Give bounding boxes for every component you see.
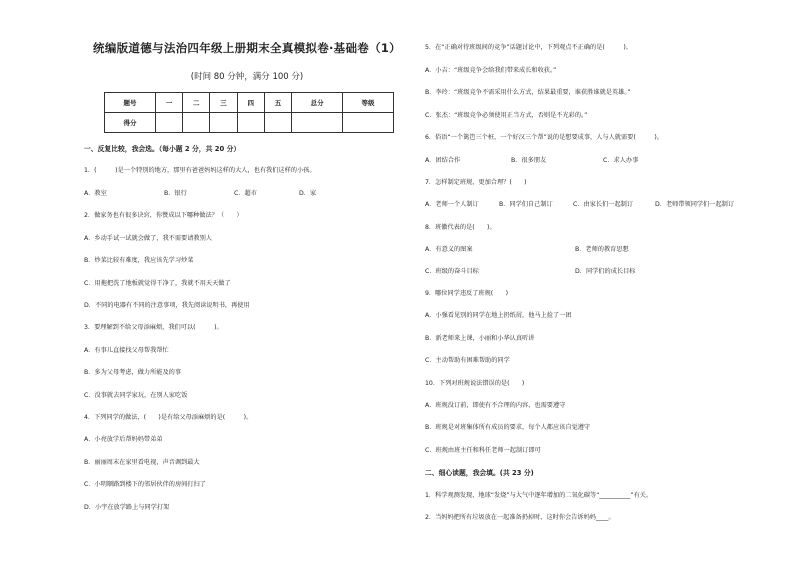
question-text: 4．下列同学的做法，( )是有给父母添麻烦的是( )。 (84, 414, 253, 421)
option: D．小宇在放学路上与同学打架 (84, 504, 170, 511)
score-cell (210, 113, 237, 133)
option: C．由家长们一起制订 (573, 201, 634, 208)
question-text: 3．要理解到不给父母添麻烦，我们可以( )。 (84, 324, 223, 331)
option: C．没事就去同学家玩，在别人家吃饭 (84, 392, 188, 399)
score-row-label: 得分 (105, 113, 156, 133)
question-options (425, 268, 635, 276)
question-options (425, 201, 734, 209)
question-text: 5．在“正确对待班级间的竞争”话题讨论中，下列观点不正确的是( )。 (425, 44, 632, 51)
score-header-cell: 五 (264, 93, 291, 113)
score-header-cell: 二 (183, 93, 210, 113)
question-text: 8．班徽代表的是( )。 (425, 224, 496, 231)
score-table-score-row (105, 113, 394, 133)
option: C．小明顺路到楼下的邻居伙伴的房间打扫了 (84, 481, 206, 488)
question-options (425, 246, 629, 254)
option: A．乡动手试一试就会做了，我不需要请教别人 (84, 235, 212, 242)
option: B．很多朋友 (511, 157, 547, 164)
option: B．丽丽周末在家里看电视，声音调到最大 (84, 459, 200, 466)
score-header-cell: 题号 (105, 93, 156, 113)
score-header-cell: 四 (237, 93, 264, 113)
page-title: 统编版道德与法治四年级上册期末全真模拟卷·基础卷（1） (93, 41, 401, 55)
question-options (84, 190, 316, 198)
question-text: 9．哪位同学违反了班规( ) (425, 290, 509, 297)
option: C．班级的奋斗目标 (425, 268, 479, 275)
question-text: 1．( )是一个特别的地方，那里有爸爸妈妈这样的大人，也有我们这样的小孩。 (84, 167, 316, 174)
question-text: 2．当妈妈把所有垃圾放在一起准备扔掉时，这时你会告诉妈妈____。 (425, 514, 615, 521)
option: A．小亮放学后帮妈妈带弟弟 (84, 436, 163, 443)
option: B．银行 (164, 190, 187, 197)
section-heading-fill: 二、细心读题，我会填。(共 23 分) (425, 469, 534, 477)
option: C．主动帮助有困难帮助的同学 (425, 357, 510, 364)
option: A．教室 (84, 190, 107, 197)
option: B．班规是对班集体所有成员的要求，每个人都应该自觉遵守 (425, 424, 591, 431)
option: A．团结合作 (425, 157, 461, 164)
option: B．老师的教育思想 (575, 246, 629, 253)
question-text: 10．下列对班规说法错误的是( ) (425, 380, 525, 387)
score-table-header-row (105, 93, 394, 113)
question-text: 7．怎样制定班规，更加合理？( ) (425, 179, 527, 186)
option: C．超市 (234, 190, 257, 197)
score-cell (183, 113, 210, 133)
question-options (425, 157, 638, 165)
option: D．不同的电器有不同的注意事项，我先阅读说明书，再使用 (84, 302, 250, 309)
question-text: 6．俗语“一个篱笆三个桩，一个好汉三个帮”说的是想要成事，人与人就需要( )。 (425, 134, 663, 141)
score-table (104, 92, 394, 133)
section-heading-choice: 一、反复比较，我会选。（每小题 2 分，共 20 分） (84, 145, 241, 153)
option: A．小吉：“班级竞争会给我们带来成长和收获。” (425, 67, 557, 74)
score-cell (292, 113, 343, 133)
score-cell (155, 113, 182, 133)
option: B．多为父母考虑，做力所能及的事 (84, 369, 182, 376)
option: A．老师一个人制订 (425, 201, 479, 208)
option: B．李玲：“班级竞争不需采用什么方式，结果最重要，谁获胜谁就是英雄。” (425, 89, 631, 96)
option: D．家 (299, 190, 317, 197)
question-text: 2．做家务也有很多诀窍，你赞成以下哪种做法？（ ） (84, 212, 243, 219)
score-cell (343, 113, 394, 133)
option: D．同学们的成长目标 (575, 268, 636, 275)
score-header-cell: 一 (155, 93, 182, 113)
score-header-cell: 总分 (292, 93, 343, 113)
score-header-cell: 等级 (343, 93, 394, 113)
option: A．小强看见别的同学在地上扔纸屑，他马上捡了一团 (425, 312, 572, 319)
option: B．炒菜比较有难度，我应该先学习炒菜 (84, 257, 194, 264)
option: C．张杰：“班级竞争必须使用正当方式，否则是不光彩的。” (425, 112, 588, 119)
score-header-cell: 三 (210, 93, 237, 113)
option: A．班规没订前，即使有不合理的内容，也需要遵守 (425, 402, 566, 409)
option: D．老师带领同学们一起制订 (655, 201, 735, 208)
option: A．有事儿直接找父母帮我帮忙 (84, 347, 169, 354)
option: B．新老师来上课，小丽和小华认真听讲 (425, 335, 535, 342)
page-subtitle: (时间 80 分钟，满分 100 分) (190, 72, 304, 82)
option: C．班规由班主任和科任老师一起制订即可 (425, 447, 541, 454)
option: C．用拖把洗了地板就觉得干净了，我就不用天天做了 (84, 280, 231, 287)
option: A．有意义的图案 (425, 246, 473, 253)
question-text: 1．科学观测发现，地球“发烧”与大气中逐年增加的二氧化碳等“__________”有关。 (425, 492, 653, 499)
option: C．求人办事 (603, 157, 639, 164)
score-cell (237, 113, 264, 133)
score-cell (264, 113, 291, 133)
option: B．同学们自己制订 (499, 201, 553, 208)
